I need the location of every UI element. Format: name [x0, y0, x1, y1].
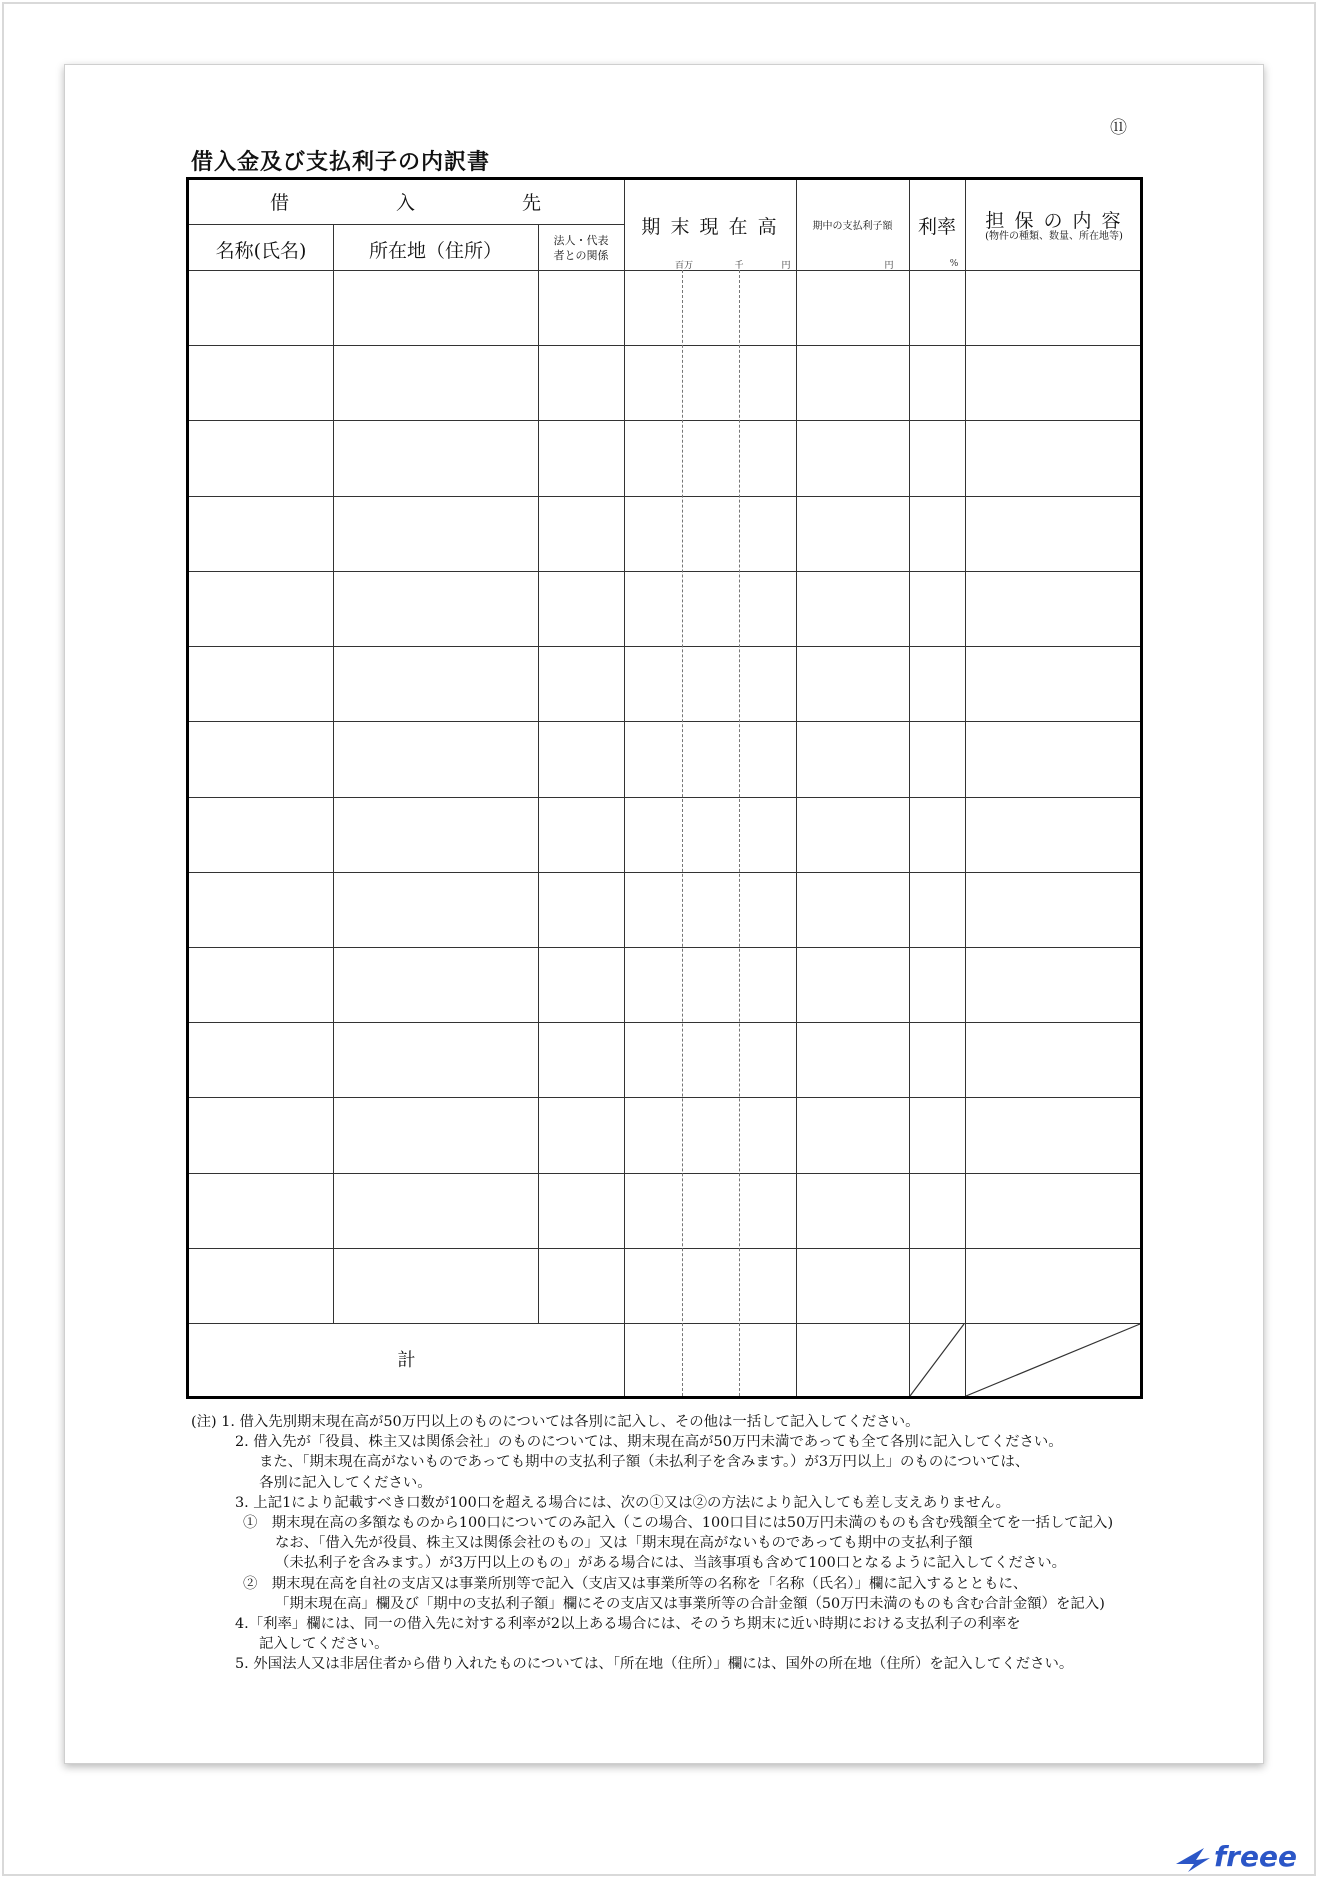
row-divider	[189, 1173, 1140, 1174]
logo-text: freee	[1214, 1840, 1297, 1873]
header-collateral-sub: (物件の種類、数量、所在地等)	[985, 231, 1123, 242]
row-divider	[189, 947, 1140, 948]
page-frame	[2, 2, 1316, 1876]
balance-thousand-divider	[739, 270, 740, 1396]
header-address: 所在地（住所）	[368, 240, 502, 262]
total-label: 計	[397, 1350, 416, 1371]
row-divider	[189, 1097, 1140, 1098]
loan-ledger-table	[186, 177, 1143, 1399]
note-line: 3. 上記1により記載すべき口数が100口を超える場合には、次の①又は②の方法により記入しても差し支えありません。	[235, 1494, 1011, 1511]
header-bottom-line	[189, 270, 1140, 271]
note-line: 記入してください。	[259, 1636, 389, 1653]
note-line: 「期末現在高」欄及び「期中の支払利子額」欄にその支店又は事業所等の合計金額（50万円未満のものも含む合計金額）を記入)	[275, 1595, 1105, 1612]
row-divider	[189, 496, 1140, 497]
note-line: (注) 1. 借入先別期末現在高が50万円以上のものについては各別に記入し、その他は一括して記入してください。	[191, 1414, 920, 1430]
unit-million: 百万	[674, 261, 693, 271]
header-relation-line2: 者との関係	[553, 249, 609, 262]
document-title: 借入金及び支払利子の内訳書	[191, 150, 491, 175]
header-name: 名称(氏名)	[215, 240, 307, 262]
note-line: 4.「利率」欄には、同一の借入先に対する利率が2以上ある場合には、そのうち期末に近い時期における支払利子の利率を	[235, 1616, 1021, 1632]
col-line-address	[538, 224, 539, 1323]
col-line-relation	[624, 180, 625, 1396]
header-divider	[189, 224, 624, 225]
row-divider	[189, 345, 1140, 346]
col-line-rate	[965, 180, 966, 1396]
row-divider	[189, 646, 1140, 647]
note-line: 2. 借入先が「役員、株主又は関係会社」のものについては、期末現在高が50万円未満であっても全て各別に記入してください。	[235, 1434, 1063, 1451]
unit-yen: 円	[781, 261, 791, 271]
header-relation-line1: 法人・代表	[553, 234, 609, 247]
col-line-balance	[796, 180, 797, 1396]
row-divider	[189, 1248, 1140, 1249]
total-row-line	[189, 1323, 1140, 1324]
note-line: ① 期末現在高の多額なものから100口についてのみ記入（この場合、100口目には50万円未満のものも含む残額全てを一括して記入)	[243, 1515, 1114, 1531]
col-line-interest	[909, 180, 910, 1396]
row-divider	[189, 721, 1140, 722]
header-rate: 利率	[917, 216, 956, 238]
unit-interest-yen: 円	[884, 261, 894, 271]
document-page	[64, 64, 1264, 1764]
balance-million-divider	[682, 270, 683, 1396]
row-divider	[189, 571, 1140, 572]
form-number: ⑪	[1110, 118, 1127, 138]
note-line: ② 期末現在高を自社の支店又は事業所別等で記入（支店又は事業所等の名称を「名称（氏名）」欄に記入するとともに、	[243, 1575, 1028, 1592]
col-line-name	[333, 224, 334, 1323]
header-interest: 期中の支払利子額	[812, 221, 893, 232]
note-line: （未払利子を含みます。）が3万円以上のもの」がある場合には、当該事項も含めて100口となるように記入してください。	[275, 1555, 1066, 1572]
row-divider	[189, 797, 1140, 798]
header-lender: 借 入 先	[269, 192, 543, 214]
note-line: 5. 外国法人又は非居住者から借り入れたものについては、「所在地（住所）」欄には、国外の所在地（住所）を記入してください。	[235, 1656, 1074, 1673]
header-balance: 期 末 現 在 高	[641, 216, 779, 238]
unit-thousand: 千	[734, 261, 744, 271]
note-line: また、「期末現在高がないものであっても期中の支払利子額（未払利子を含みます。）が3万円以上」のものについては、	[259, 1454, 1030, 1471]
row-divider	[189, 1022, 1140, 1023]
row-divider	[189, 872, 1140, 873]
row-divider	[189, 420, 1140, 421]
freee-logo	[1174, 1840, 1297, 1880]
note-line: 各別に記入してください。	[259, 1474, 432, 1491]
note-line: なお、「借入先が役員、株主又は関係会社のもの」又は「期末現在高がないものであっても期中の支払利子額	[275, 1535, 973, 1552]
header-collateral: 担 保 の 内 容	[985, 210, 1123, 232]
unit-percent: %	[949, 259, 959, 269]
bird-icon	[1174, 1842, 1214, 1882]
